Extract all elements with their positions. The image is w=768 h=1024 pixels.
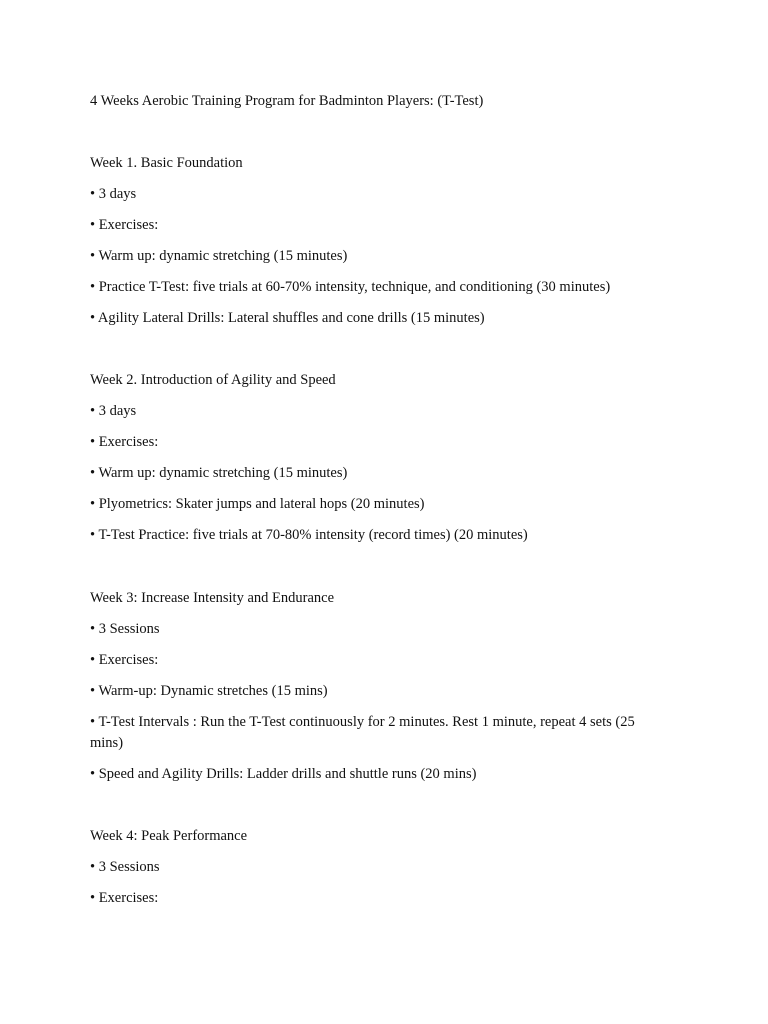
- week-4-heading: Week 4: Peak Performance: [90, 828, 248, 844]
- list-item: • 3 Sessions: [90, 859, 160, 875]
- list-item: • Exercises:: [90, 890, 159, 906]
- list-item: • T-Test Practice: five trials at 70-80% intensity (record times) (20 minutes): [90, 527, 528, 543]
- week-2-heading: Week 2. Introduction of Agility and Speed: [90, 372, 336, 388]
- week-3-heading: Week 3: Increase Intensity and Endurance: [90, 590, 335, 606]
- week-4-section: [90, 826, 670, 919]
- list-item: • 3 Sessions: [90, 621, 160, 637]
- list-item: • Exercises:: [90, 217, 159, 233]
- list-item: • 3 days: [90, 403, 137, 419]
- list-item: • T-Test Intervals : Run the T-Test continuously for 2 minutes. Rest 1 minute, repeat 4 sets (25 mins): [90, 714, 635, 751]
- list-item: • Warm up: dynamic stretching (15 minutes): [90, 465, 348, 481]
- week-1-heading: Week 1. Basic Foundation: [90, 155, 243, 171]
- list-item: • Agility Lateral Drills: Lateral shuffles and cone drills (15 minutes): [90, 310, 485, 326]
- list-item: • Plyometrics: Skater jumps and lateral hops (20 minutes): [90, 496, 425, 512]
- week-3-section: [90, 588, 670, 795]
- list-item: • Exercises:: [90, 434, 159, 450]
- list-item: • 3 days: [90, 186, 137, 202]
- list-item: • Exercises:: [90, 652, 159, 668]
- document-title: 4 Weeks Aerobic Training Program for Badminton Players: (T-Test): [90, 93, 484, 109]
- list-item: • Warm-up: Dynamic stretches (15 mins): [90, 683, 328, 699]
- week-1-section: [90, 153, 670, 339]
- list-item: • Warm up: dynamic stretching (15 minutes): [90, 248, 348, 264]
- list-item: • Practice T-Test: five trials at 60-70% intensity, technique, and conditioning (30 minutes): [90, 279, 611, 295]
- list-item: • Speed and Agility Drills: Ladder drills and shuttle runs (20 mins): [90, 766, 477, 782]
- week-2-section: [90, 370, 670, 556]
